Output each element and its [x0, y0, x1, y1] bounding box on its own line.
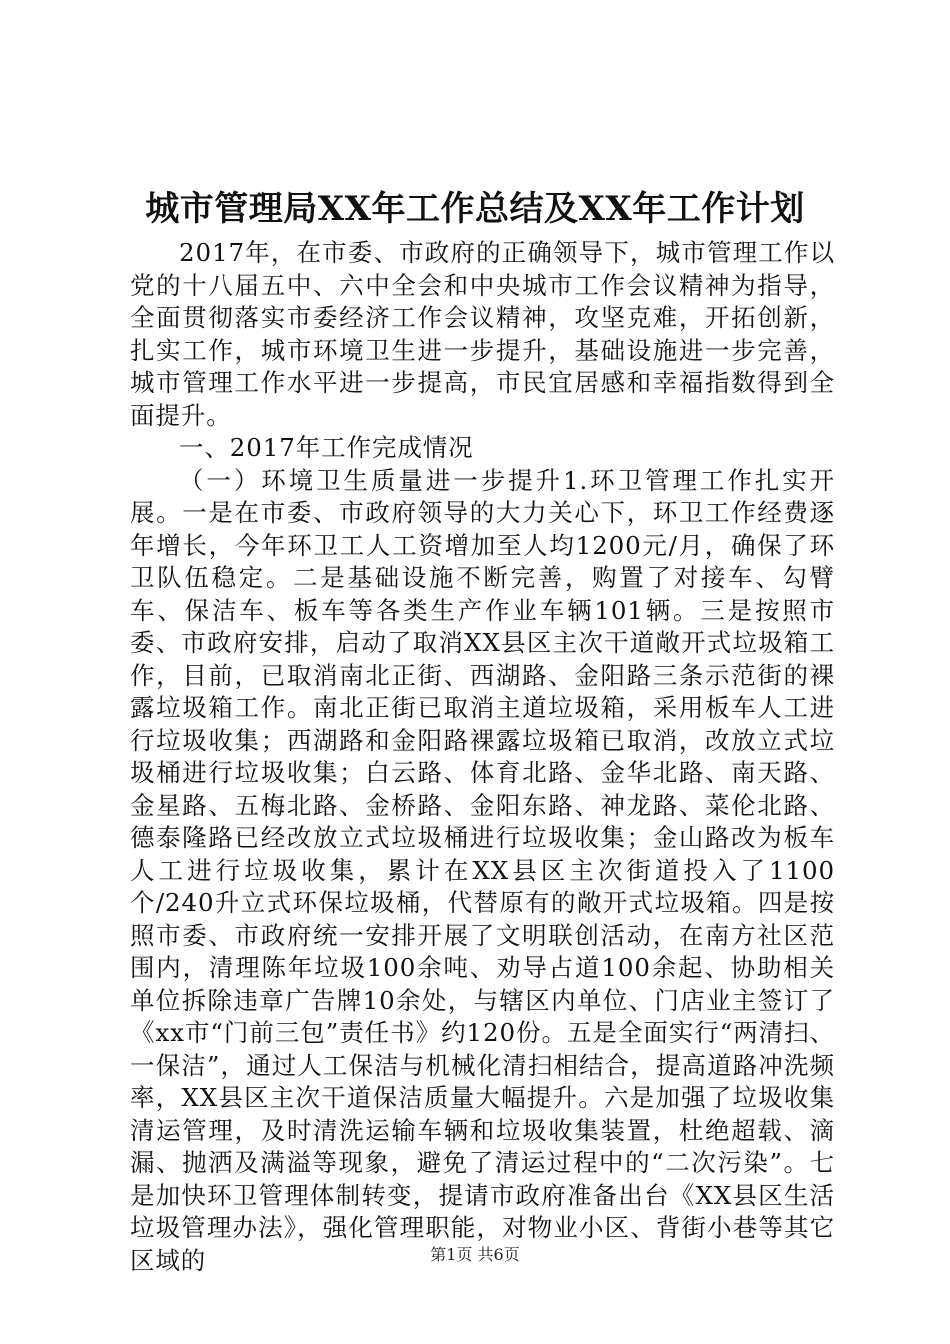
document-body [130, 237, 835, 1277]
section-heading: 一、2017年工作完成情况 [179, 433, 474, 462]
page-footer [0, 1244, 950, 1266]
page-number-label: 第1页 共6页 [430, 1245, 520, 1264]
intro-paragraph: 2017年，在市委、市政府的正确领导下，城市管理工作以党的十八届五中、六中全会和中央城市工作会议精神为指导，全面贯彻落实市委经济工作会议精神，攻坚克难，开拓创新，扎实工作，城市环境卫生进一步提升，基础设施进一步完善，城市管理工作水平进一步提高，市民宜居感和幸福指数得到全面提升。 [130, 238, 835, 430]
document-title: 城市管理局XX年工作总结及XX年工作计划 [145, 189, 805, 229]
subsection-paragraph: （一）环境卫生质量进一步提升1.环卫管理工作扎实开展。一是在市委、市政府领导的大力关心下，环卫工作经费逐年增长，今年环卫工人工资增加至人均1200元/月，确保了环卫队伍稳定。二是基础设施不断完善，购置了对接车、勾臂车、保洁车、板车等各类生产作业车辆101辆。三是按照市委、市政府安排，启动了取消XX县区主次干道敞开式垃圾箱工作，目前，已取消南北正街、西湖路、金阳路三条示范街的裸露垃圾箱工作。南北正街已取消主道垃圾箱，采用板车人工进行垃圾收集；西湖路和金阳路裸露垃圾箱已取消，改放立式垃圾桶进行垃圾收集；白云路、体育北路、金华北路、南天路、金星路、五梅北路、金桥路、金阳东路、神龙路、菜伦北路、德泰隆路已经改放立式垃圾桶进行垃圾收集；金山路改为板车人工进行垃圾收集，累计在XX县区主次街道投入了1100个/240升立式环保垃圾桶，代替原有的敞开式垃圾箱。四是按照市委、市政府统一安排开展了文明联创活动，在南方社区范围内，清理陈年垃圾100余吨、劝导占道100余起、协助相关单位拆除违章广告牌10余处，与辖区内单位、门店业主签订了《xx市“门前三包”责任书》约120份。五是全面实行“两清扫、一保洁”，通过人工保洁与机械化清扫相结合，提高道路冲洗频率，XX县区主次干道保洁质量大幅提升。六是加强了垃圾收集清运管理，及时清洗运输车辆和垃圾收集装置，杜绝超载、滴漏、抛洒及满溢等现象，避免了清运过程中的“二次污染”。七是加快环卫管理体制转变，提请市政府准备出台《XX县区生活垃圾管理办法》，强化管理职能，对物业小区、背街小巷等其它区域的 [130, 465, 835, 1275]
